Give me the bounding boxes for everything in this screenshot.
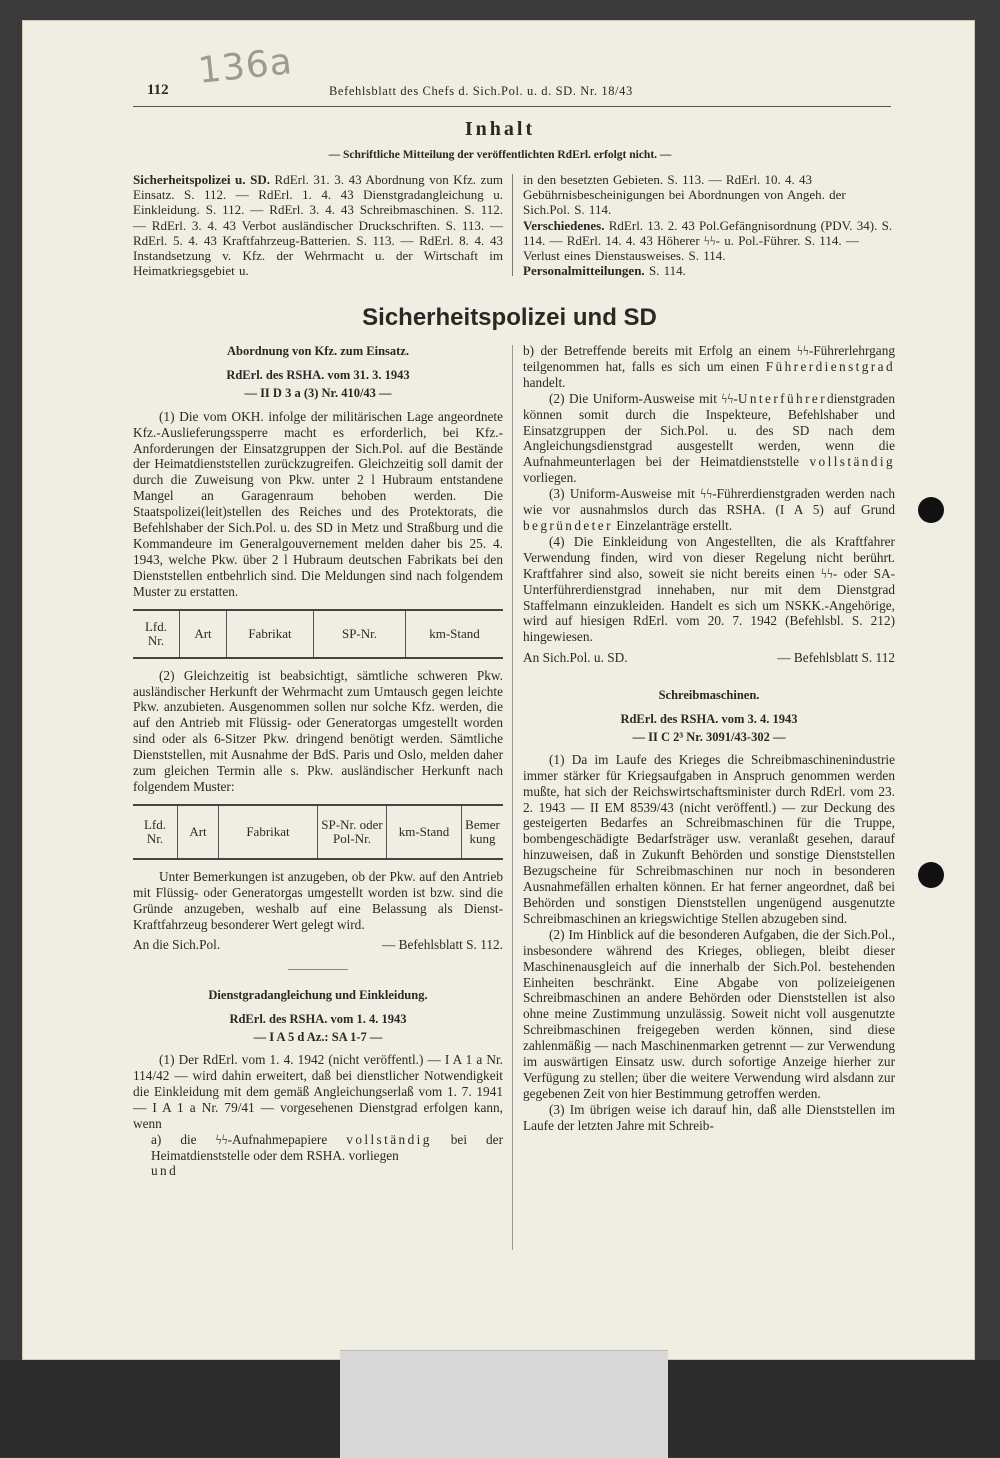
punch-hole-top [918,497,944,523]
paragraph: (3) Im übrigen weise ich darauf hin, daß alle Dienststellen im Laufe der letzten Jahre mit Schreib- [523,1101,895,1133]
left-column [133,343,503,1179]
page-header [133,80,891,107]
article-reference: — II C 2³ Nr. 3091/43-302 — [632,729,786,744]
text-run: dienstgraden können somit durch die Inspekteure, Befehlshaber und Einsatzgruppen der Sich.Pol. u. des SD nach dem Angleichungsdienstgrad ausgestellt werden, wenn die Aufnahmeunterlagen bei der Heimatdienststelle [523,390,895,470]
toc-entries-sipo: RdErl. 31. 3. 43 Abordnung von Kfz. zum Einsatz. S. 112. — RdErl. 1. 4. 43 Dienstgradangleichung u. Einkleidung. S. 112. — RdErl. 3. 4. 43 Schreibmaschinen. S. 112. — RdErl. 3. 4. 43 Verbot ausländischer Druckschriften. S. 113. — RdErl. 5. 4. 43 Kraftfahrzeug-Batterien. S. 113. — RdErl. 8. 4. 43 Instandsetzung v. Kfz. der Wehrmacht u. der Wirtschaft im Heimatkriegsgebiet u. [133,172,503,279]
paragraph: (1) Da im Laufe des Krieges die Schreibmaschinenindustrie immer stärker für Kriegsaufgaben in Anspruch genommen werden mußte, hat sich der Reichswirtschaftsminister durch RdErl. vom 23. 2. 1943 — II EM 8539/43 (nicht veröffentl.) — zur Deckung des gesteigerten Bedarfes an Schreibmaschinen für die Truppe, bombengeschädigte Bedarfsträger usw. veranlaßt gesehen, darauf hinzuweisen, daß in Zukunft Behörden und sonstige Dienststellen Bezugscheine für Schreibmaschinen nur noch in besonderen Ausnahmefällen erhalten können. Er hat ferner angeordnet, daß bei Behörden und sonstigen Dienststellen ungenügend ausgenutzte Schreibmaschinen an kriegswichtige Stellen abzugeben sind. [523,751,895,926]
article-decree: RdErl. des RSHA. vom 31. 3. 1943 [226,367,410,382]
paragraph: (2) Im Hinblick auf die besonderen Aufgaben, die der Sich.Pol., insbesondere während des Krieges, obliegen, bleibt dieser Maschinenausgleich auf die innerhalb der Sich.Pol. bestehenden Einheiten beschränkt. Eine Abgabe von polizeieigenen Schreibmaschinen an andere Behörden oder Dienststellen ist also ohne meine Zustimmung unzulässig. Soweit nicht voll ausgenutzte Schreibmaschinen freigegeben werden können, sind diese zahlenmäßig — nach Maschinenmarken getrennt — zur Verwendung im auswärtigen Einsatz usw. durch sofortige Anzeige hierher zur Verfügung zu stellen; über die weitere Verwendung wird alsdann zur gegebenen Zeit von hier Bestimmung getroffen werden. [523,926,895,1101]
pencil-annotation: 136a [196,41,295,92]
addressee: An die Sich.Pol. [133,937,221,953]
toc-right-column [523,172,893,278]
toc-left-column [133,172,503,278]
table-header: Art [180,610,227,658]
text-run: (2) Die Uniform-Ausweise mit ϟϟ- [549,390,738,406]
column-divider [512,345,513,1250]
table-header: Lfd. Nr. [133,610,180,658]
emphasis: vollständig [346,1131,432,1147]
paragraph: (4) Die Einkleidung von Angestellten, die als Kraftfahrer Verwendung finden, wird von dieser Regelung nicht berührt. Kraftfahrer sind also, soweit sie nicht bereits einen ϟϟ- oder SA-Unterführerdienstgrad innehaben, nur mit dem Dienstgrad Staffelmann einzukleiden. Handelt es sich um NSKK.-Angehörige, wird auf hiesigen RdErl. vom 20. 7. 1942 (Befehlsbl. S. 212) hingewiesen. [523,533,895,645]
emphasis: und [151,1163,179,1179]
toc-note: — Schriftliche Mitteilung der veröffentlichten RdErl. erfolgt nicht. — [328,149,672,161]
report-template-table-1 [133,609,503,659]
text-run: Einzelanträge erstellt. [612,517,733,533]
page-number: 112 [147,82,169,98]
text-run: a) die ϟϟ-Aufnahmepapiere [151,1131,347,1147]
emphasis: begründeter [523,517,613,533]
text-run: (3) Uniform-Ausweise mit ϟϟ-Führerdienstgraden werden nach wie vor ausnahmslos durch das RSHA. (I A 5) auf Grund [523,486,895,518]
text-run: b) der Betreffende bereits mit Erfolg an einem ϟϟ-Führerlehrgang teilgenommen hat, falls es sich um einen [523,343,895,374]
emphasis: Führerdienstgrad [765,358,895,374]
signature-line [523,650,895,666]
archive-label-card [340,1350,668,1458]
paragraph: (2) Gleichzeitig ist beabsichtigt, sämtliche schweren Pkw. ausländischer Herkunft der Wehrmacht zum Umtausch gegen leichte Pkw. anzubieten. Ausgenommen sollen nur solche Kfz. werden, die auf den Antrieb mit Flüssig- oder Generatorgas umgestellt worden sind oder als 6-Sitzer Pkw. dringend benötigt werden. Sämtliche Dienststellen, mit Ausnahme der BdS. Paris und Oslo, melden daher zum gleichen Termin alle s. Pkw. ausländischer Herkunft nach folgendem Muster: [133,667,503,794]
table-header: Lfd. Nr. [133,805,178,859]
table-header: SP-Nr. oder Pol-Nr. [318,805,387,859]
toc-heading-misc: Verschiedenes. [523,217,605,233]
article-reference: — I A 5 d Az.: SA 1-7 — [253,1030,383,1045]
paragraph [523,486,895,534]
article-decree: RdErl. des RSHA. vom 1. 4. 1943 [229,1012,407,1027]
paragraph [523,343,895,391]
article-title: Schreibmaschinen. [658,688,760,703]
text-run: vorliegen. [523,470,577,486]
punch-hole-bottom [918,862,944,888]
article-title: Dienstgradangleichung und Einkleidung. [208,988,428,1003]
toc-column-divider [512,174,513,276]
right-column [523,343,895,1134]
table-header: Art [178,805,219,859]
toc-entries-personnel: S. 114. [644,263,686,279]
article-decree: RdErl. des RSHA. vom 3. 4. 1943 [620,712,798,727]
toc-entries-misc: RdErl. 13. 2. 43 Pol.Gefängnisordnung (PDV. 34). S. 114. — RdErl. 14. 4. 43 Höherer ϟϟ- u. Pol.-Führer. S. 114. — Verlust eines Dienstausweises. S. 114. [523,217,893,264]
article-reference: — II D 3 a (3) Nr. 410/43 — [244,385,392,400]
text-run: handelt. [523,374,566,390]
toc-heading-sipo: Sicherheitspolizei u. SD. [133,172,270,187]
emphasis: Unterführer [737,390,828,406]
table-header: Fabrikat [227,610,314,658]
table-header: Bemerkung [462,805,504,859]
signature-line [133,937,503,953]
source-reference: — Befehlsblatt S. 112 [777,650,895,666]
section-title: Sicherheitspolizei und SD [362,304,657,331]
paragraph [523,391,895,486]
table-header: km-Stand [387,805,462,859]
table-header: SP-Nr. [314,610,406,658]
table-header: km-Stand [406,610,504,658]
paragraph: Unter Bemerkungen ist anzugeben, ob der Pkw. auf den Antrieb mit Flüssig- oder Generatorgas umgestellt worden ist bzw. sind die Gründe anzugeben, weshalb auf eine Belassung als Dienst-Kraftfahrzeug besonderer Wert gelegt wird. [133,868,503,932]
addressee: An Sich.Pol. u. SD. [523,650,628,666]
emphasis: vollständig [809,454,895,470]
table-header: Fabrikat [219,805,318,859]
toc-entries-sipo-cont: in den besetzten Gebieten. S. 113. — RdErl. 10. 4. 43 Gebührnisbescheinigungen bei Abordnungen von Angeh. der Sich.Pol. S. 114. [523,172,846,218]
text-run: bei der Heimatdienststelle oder dem RSHA. vorliegen [151,1131,503,1163]
toc-heading-personnel: Personalmitteilungen. [523,263,645,279]
running-title: Befehlsblatt des Chefs d. Sich.Pol. u. d. SD. Nr. 18/43 [329,84,633,98]
paragraph: (1) Der RdErl. vom 1. 4. 1942 (nicht veröffentl.) — I A 1 a Nr. 114/42 — wird dahin erweitert, daß bei dienstlicher Notwendigkeit die Einkleidung mit dem gemäß Angleichungserlaß vom 1. 7. 1941 — I A 1 a Nr. 79/41 — vorgesehenen Dienstgrad erfolgen kann, wenn [133,1052,503,1131]
paragraph [133,1132,503,1180]
article-title: Abordnung von Kfz. zum Einsatz. [227,344,409,358]
toc-title: Inhalt [464,118,536,140]
report-template-table-2 [133,804,503,860]
separator-rule [288,969,348,970]
paragraph: (1) Die vom OKH. infolge der militärischen Lage angeordnete Kfz.-Auslieferungssperre macht es erforderlich, bei Kfz.-Anforderungen der Einsatzgruppen der Sich.Pol. auf die Bestände der Heimatdienststellen zurückzugreifen. Gleichzeitig soll damit der durch die Zuweisung von Pkw. unter 2 l Hubraum entstandene Mangel an Garagenraum behoben werden. Die Staatspolizei(leit)stellen des Reiches und des Protektorats, die Befehlshaber der Sich.Pol. u. des SD in Metz und Straßburg und die Kommandeure im Generalgouvernement melden daher bis 25. 4. 1943, welche Pkw. über 2 l Hubraum deutschen Fabrikats bei den Dienststellen entbehrlich sind. Die Meldungen sind nach folgendem Muster zu erstatten. [133,408,503,599]
source-reference: — Befehlsblatt S. 112. [381,937,503,953]
